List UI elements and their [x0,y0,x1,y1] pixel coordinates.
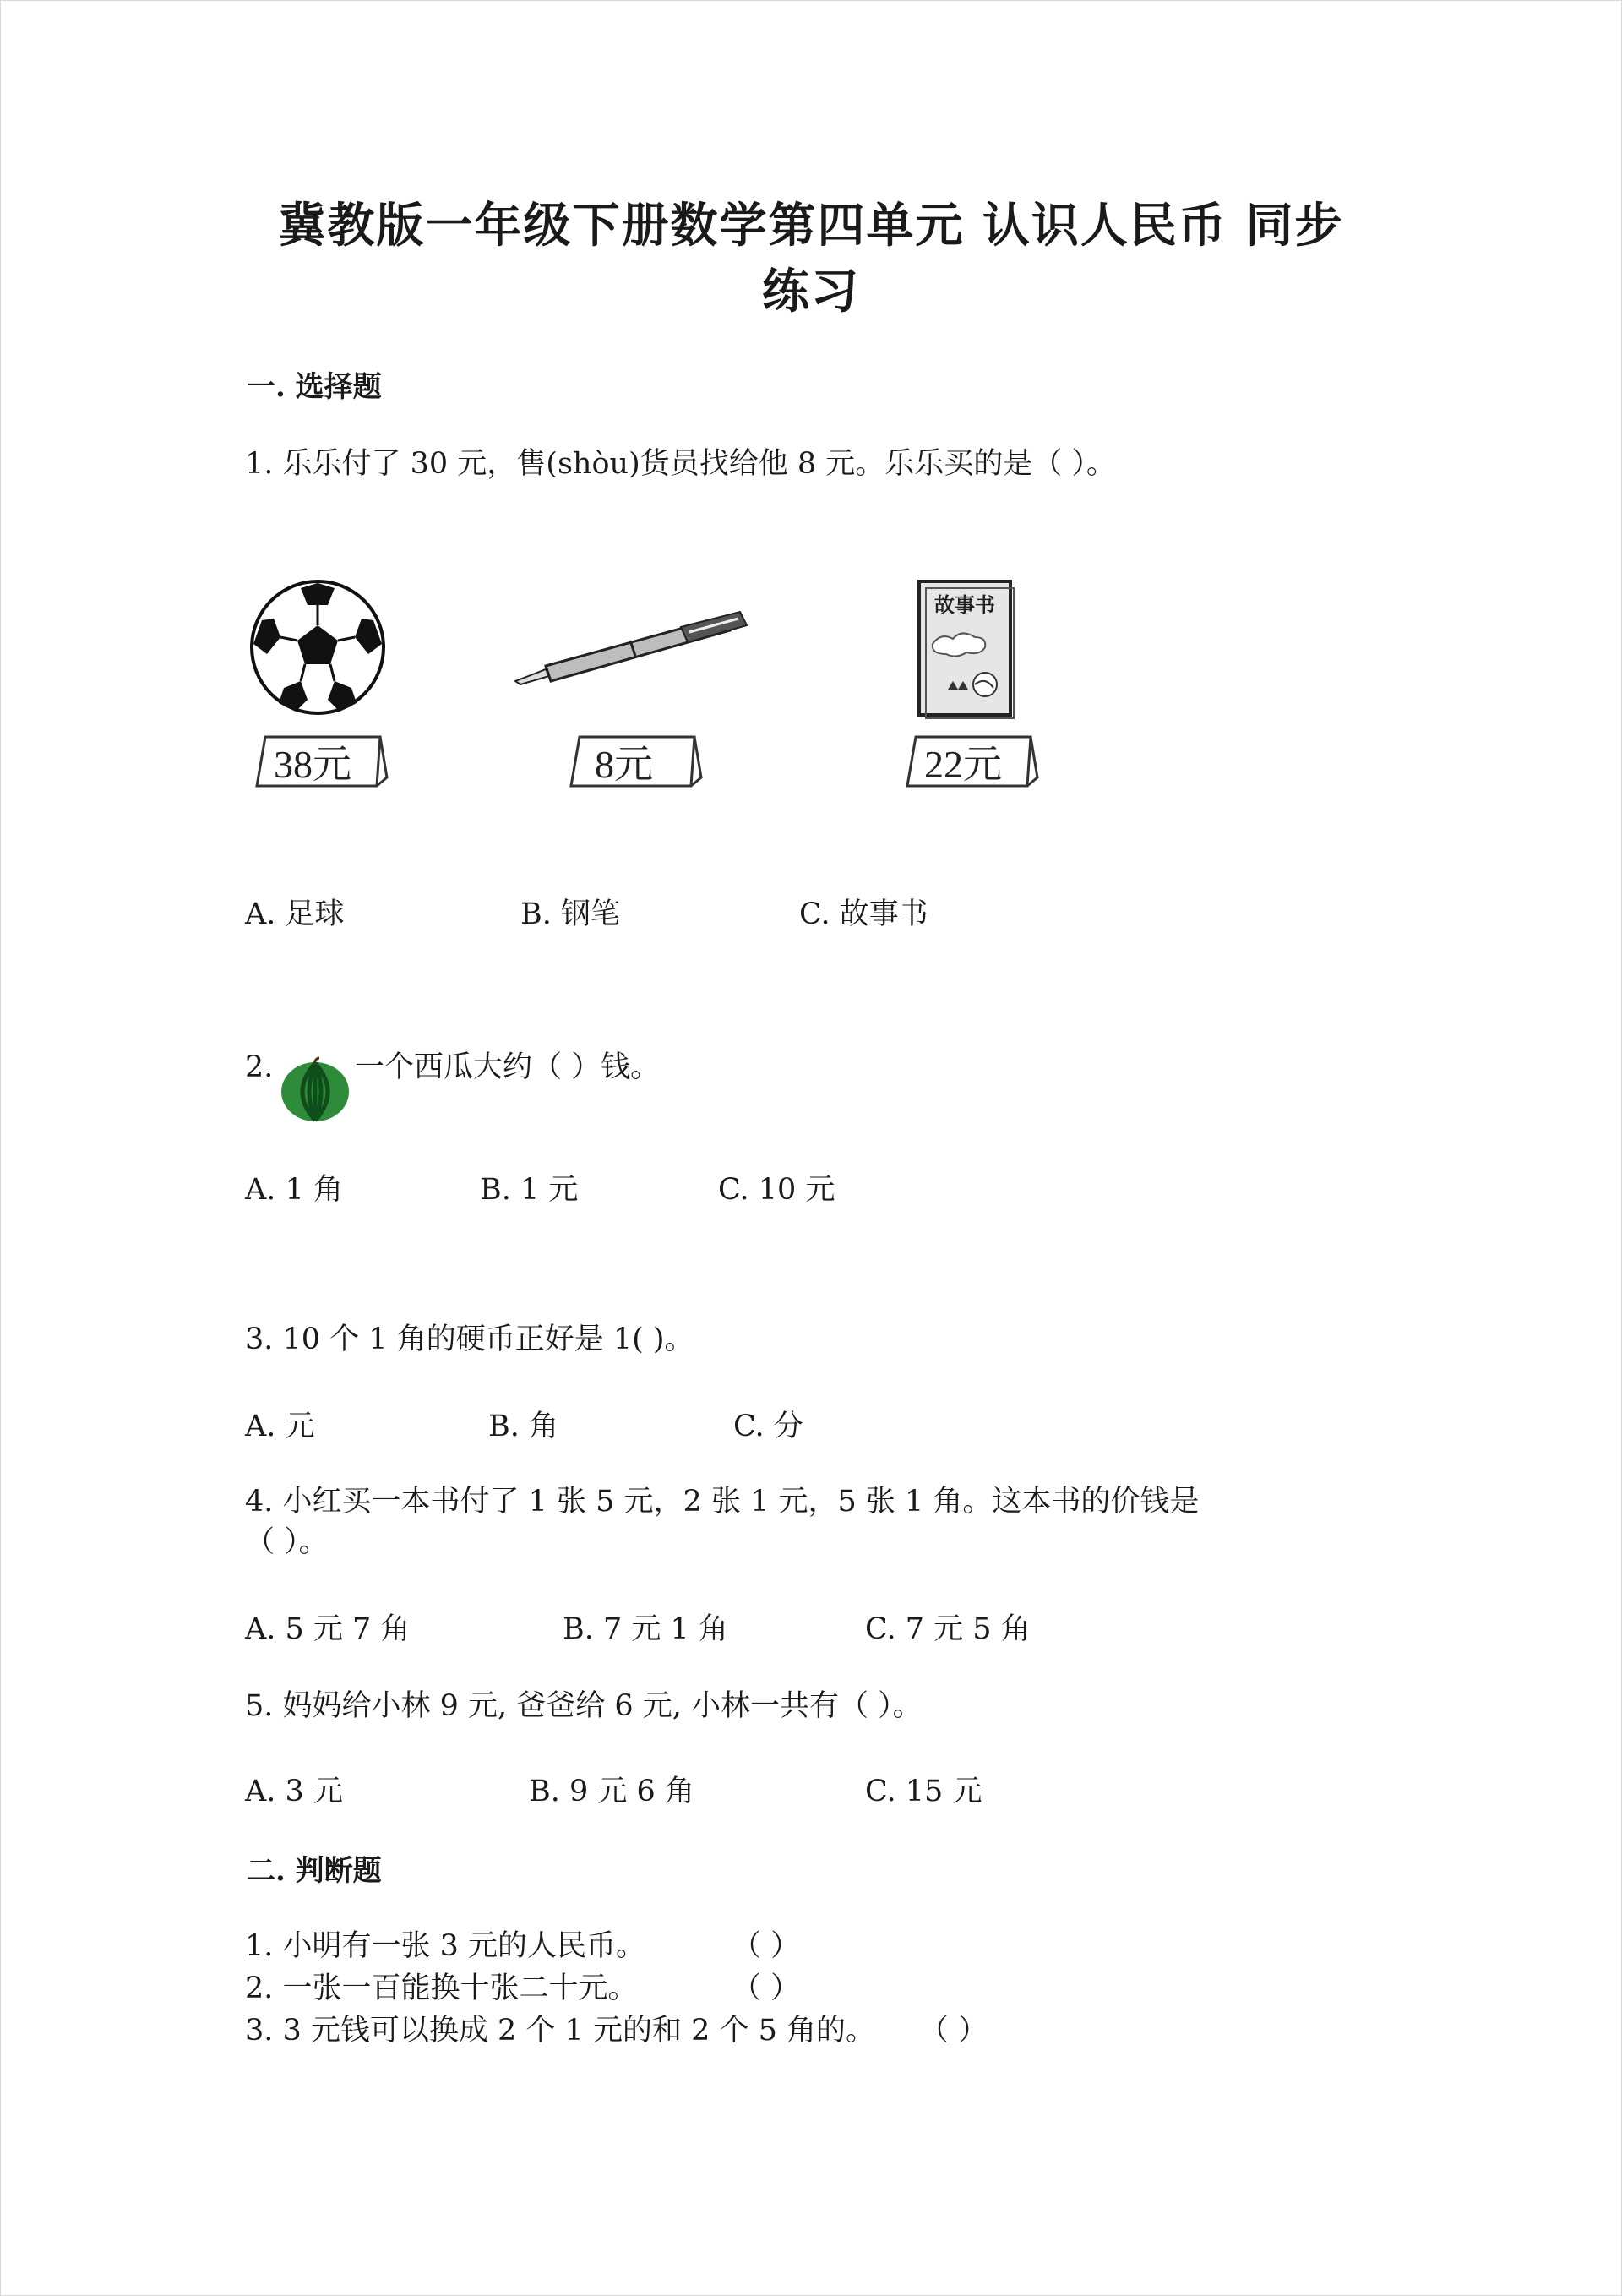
q3-option-b: B. 角 [488,1410,558,1443]
price-tag-8: 8元 [595,743,653,786]
question-4-line-2: （ ）。 [245,1525,329,1559]
judge-blank-2: （ ） [732,1972,801,2005]
watermelon-icon [279,1056,351,1124]
q2-option-c: C. 10 元 [718,1173,835,1207]
judge-blank-3: （ ） [919,2014,988,2048]
q1-option-a: A. 足球 [245,897,345,931]
price-tag-22: 22元 [924,743,1002,786]
q1-option-b: B. 钢笔 [520,897,620,931]
question-5: 5. 妈妈给小林 9 元, 爸爸给 6 元, 小林一共有（ ）。 [245,1689,923,1723]
question-2: 一个西瓜大约（ ）钱。 [355,1050,661,1084]
price-tag-8-icon [568,728,703,794]
worksheet-title [220,193,1402,324]
price-tag-38: 38元 [274,743,351,786]
q4-option-b: B. 7 元 1 角 [563,1612,728,1646]
judge-item-1: 1. 小明有一张 3 元的人民币。 [245,1929,646,1963]
q2-option-b: B. 1 元 [480,1173,579,1207]
title-line-2: 练习 [762,264,860,319]
q5-option-a: A. 3 元 [245,1775,343,1808]
soccer-ball-icon [247,576,389,718]
book-cover-label: 故事书 [934,593,995,617]
question-1: 1. 乐乐付了 30 元，售(shòu)货员找给他 8 元。乐乐买的是（ ）。 [245,447,1116,481]
price-tag-38-icon [253,728,389,794]
judge-item-2: 2. 一张一百能换十张二十元。 [245,1972,638,2005]
q5-option-c: C. 15 元 [865,1775,982,1808]
q4-option-c: C. 7 元 5 角 [865,1612,1031,1646]
q5-option-b: B. 9 元 6 角 [529,1775,694,1808]
question-4-line-1: 4. 小红买一本书付了 1 张 5 元，2 张 1 元，5 张 1 角。这本书的价钱是 [245,1485,1200,1519]
q3-option-a: A. 元 [245,1410,315,1443]
q4-option-a: A. 5 元 7 角 [245,1612,411,1646]
title-line-1: 冀教版一年级下册数学第四单元 认识人民币 同步 [278,198,1344,254]
question-3: 3. 10 个 1 角的硬币正好是 1( )。 [245,1323,694,1356]
judge-blank-1: （ ） [732,1929,801,1963]
q2-option-a: A. 1 角 [245,1173,343,1207]
fountain-pen-icon [512,607,752,691]
judge-item-3: 3. 3 元钱可以换成 2 个 1 元的和 2 个 5 角的。 [245,2014,875,2048]
storybook-icon [914,576,1019,722]
q3-option-c: C. 分 [733,1410,803,1443]
section-judge-heading: 二. 判断题 [247,1854,382,1888]
question-2-number: 2. [245,1050,274,1084]
section-choice-heading: 一. 选择题 [247,370,382,404]
q1-option-c: C. 故事书 [799,897,928,931]
price-tag-22-icon [904,728,1039,794]
